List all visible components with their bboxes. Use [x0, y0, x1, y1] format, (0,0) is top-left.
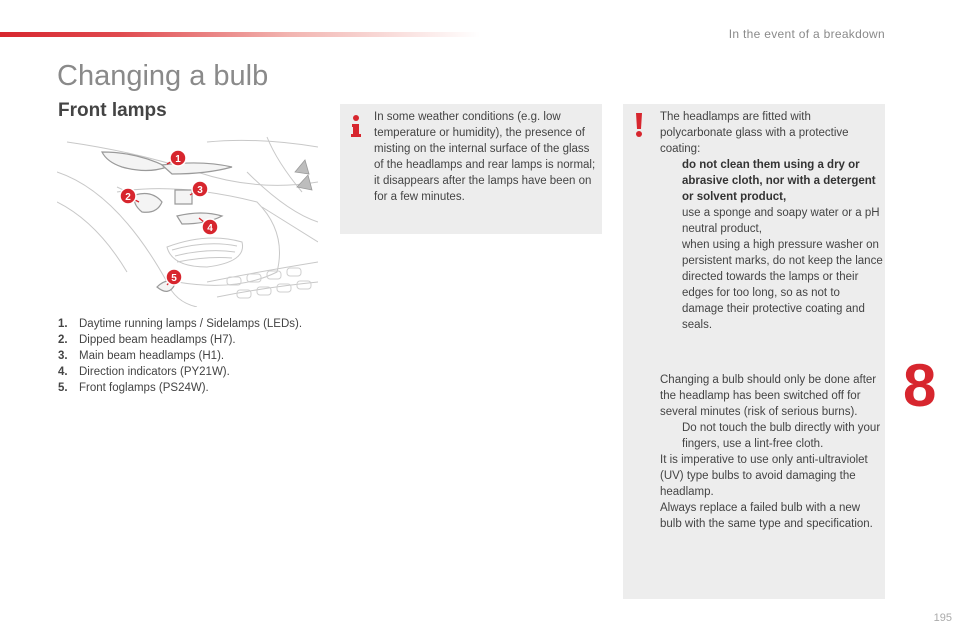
warning-bullets-2 [660, 420, 883, 452]
legend-item: 1. Daytime running lamps / Sidelamps (LEDs). [58, 318, 303, 330]
warning-bullet: Do not touch the bulb directly with your fingers, use a lint-free cloth. [682, 422, 881, 450]
info-box [340, 104, 602, 234]
page-subtitle: Front lamps [58, 100, 167, 121]
page-number: 195 [933, 612, 952, 624]
chapter-number: 8 [903, 352, 937, 419]
legend-item: 3. Main beam headlamps (H1). [58, 350, 225, 362]
front-lamps-illustration [57, 132, 318, 307]
callout-1-label: 1 [175, 154, 181, 165]
warning-icon [631, 112, 647, 138]
info-icon [348, 114, 364, 138]
callout-4-label: 4 [207, 223, 213, 234]
warning-box [623, 104, 885, 599]
warning-para-2: Changing a bulb should only be done after the headlamp has been switched off for several minutes (risk of serious burns). [660, 374, 877, 418]
legend-item: 4. Direction indicators (PY21W). [58, 366, 230, 378]
page-title: Changing a bulb [57, 60, 269, 92]
bulb-legend [58, 316, 303, 396]
callout-2-label: 2 [125, 192, 131, 203]
warning-intro: The headlamps are fitted with polycarbonate glass with a protective coating: [660, 111, 849, 155]
section-title: In the event of a breakdown [728, 27, 885, 41]
warning-bullet: do not clean them using a dry or abrasive cloth, nor with a detergent or solvent product, [682, 159, 876, 203]
header-accent-bar [0, 32, 480, 37]
warning-bullet: use a sponge and soapy water or a pH neutral product, [682, 207, 880, 235]
warning-bullets [660, 157, 883, 333]
callout-3-label: 3 [197, 185, 203, 196]
warning-para-3: It is imperative to use only anti-ultraviolet (UV) type bulbs to avoid damaging the headlamp. [660, 454, 868, 498]
legend-item: 5. Front foglamps (PS24W). [58, 382, 209, 394]
warning-para-4: Always replace a failed bulb with a new bulb with the same type and specification. [660, 502, 873, 530]
warning-bullet: when using a high pressure washer on persistent marks, do not keep the lance directed towards the lamps or their edges for too long, so as not to damage their protective coating and seals. [682, 239, 883, 331]
info-text: In some weather conditions (e.g. low temperature or humidity), the presence of misting on the internal surface of the glass of the headlamps and rear lamps is normal; it disappears after the lamps have been on for a few minutes. [374, 111, 596, 203]
callout-5-label: 5 [171, 273, 177, 284]
legend-item: 2. Dipped beam headlamps (H7). [58, 334, 236, 346]
